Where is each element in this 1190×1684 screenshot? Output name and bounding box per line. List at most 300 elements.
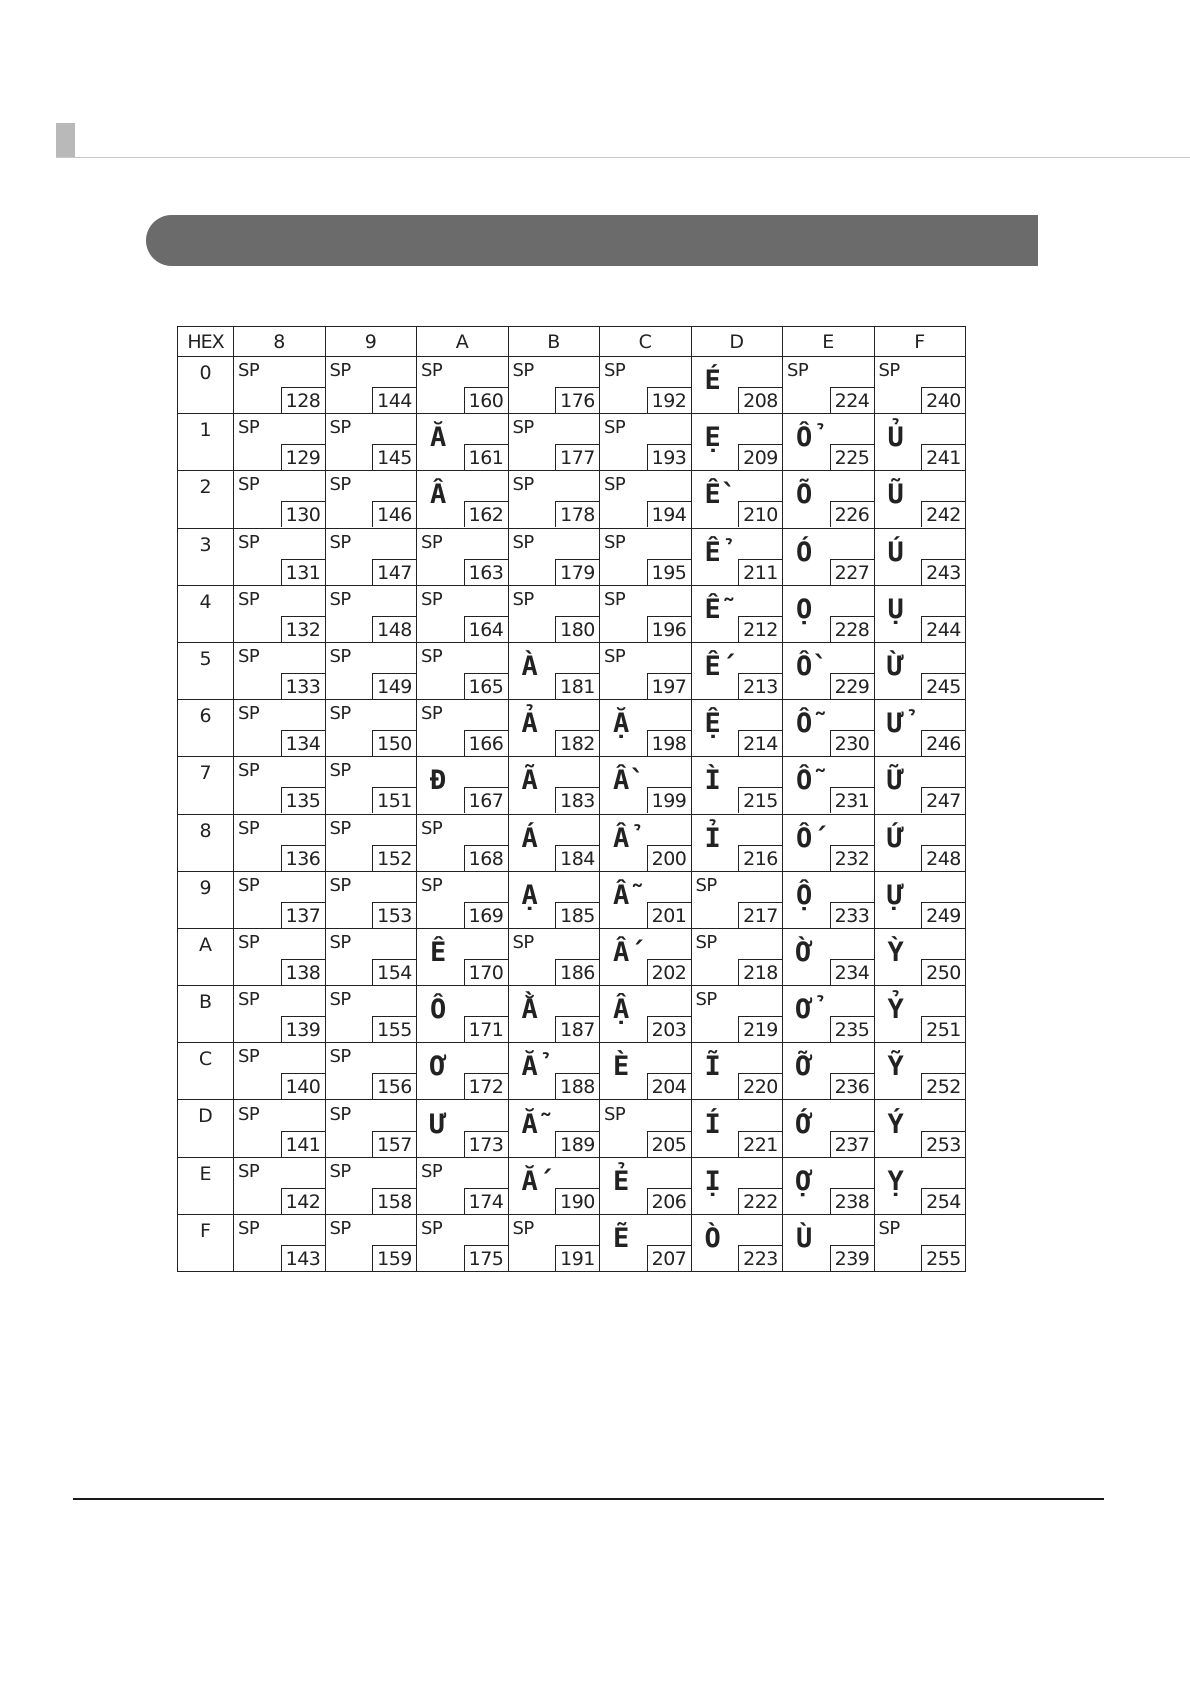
char-cell: [234, 928, 326, 985]
char-cell: [691, 642, 783, 699]
decimal-code: 167: [464, 787, 508, 813]
table-row: [178, 471, 966, 528]
character-glyph: Ố: [796, 822, 813, 854]
decimal-code: 187: [555, 1016, 599, 1042]
character-glyph: Ề: [704, 479, 721, 511]
character-glyph: Ạ: [521, 879, 538, 911]
char-cell: [600, 871, 692, 928]
row-hex-label: D: [178, 1100, 234, 1157]
char-cell: [600, 642, 692, 699]
decimal-code: 242: [921, 501, 965, 527]
character-glyph: Ủ: [887, 422, 904, 454]
space-label: SP: [512, 360, 534, 382]
space-label: SP: [329, 588, 351, 610]
decimal-code: 157: [372, 1131, 416, 1157]
table-row: [178, 1100, 966, 1157]
decimal-code: 239: [830, 1245, 874, 1271]
space-label: SP: [238, 817, 260, 839]
character-glyph: Ồ: [796, 651, 813, 683]
space-label: SP: [238, 1103, 260, 1125]
character-glyph: Ế: [704, 651, 721, 683]
row-hex-label: C: [178, 1043, 234, 1100]
character-glyph: Á: [521, 822, 538, 854]
table-row: [178, 1214, 966, 1271]
char-cell: [234, 986, 326, 1043]
decimal-code: 211: [738, 559, 782, 585]
decimal-code: 206: [647, 1188, 691, 1214]
char-cell: [234, 1157, 326, 1214]
space-label: SP: [787, 360, 809, 382]
char-cell: [508, 642, 600, 699]
space-label: SP: [695, 874, 717, 896]
decimal-code: 246: [921, 730, 965, 756]
char-cell: [325, 585, 417, 642]
decimal-code: 140: [281, 1073, 325, 1099]
character-glyph: Ò: [704, 1222, 721, 1254]
table-row: [178, 757, 966, 814]
character-glyph: Ý: [887, 1108, 904, 1140]
decimal-code: 233: [830, 902, 874, 928]
decimal-code: 213: [738, 673, 782, 699]
space-label: SP: [878, 1217, 900, 1239]
character-glyph: Ỷ: [887, 994, 904, 1026]
decimal-code: 241: [921, 444, 965, 470]
char-cell: [508, 357, 600, 414]
space-label: SP: [329, 1217, 351, 1239]
char-cell: [417, 414, 509, 471]
decimal-code: 192: [647, 387, 691, 413]
decimal-code: 191: [555, 1245, 599, 1271]
char-cell: [417, 585, 509, 642]
space-label: SP: [421, 874, 443, 896]
space-label: SP: [329, 1046, 351, 1068]
row-hex-label: F: [178, 1214, 234, 1271]
char-cell: [874, 471, 966, 528]
char-cell: [325, 1214, 417, 1271]
decimal-code: 129: [281, 444, 325, 470]
character-code-table: [177, 326, 966, 1272]
char-cell: [417, 1100, 509, 1157]
decimal-code: 155: [372, 1016, 416, 1042]
decimal-code: 237: [830, 1131, 874, 1157]
decimal-code: 251: [921, 1016, 965, 1042]
character-glyph: Ẹ: [704, 422, 721, 454]
decimal-code: 135: [281, 787, 325, 813]
decimal-code: 154: [372, 959, 416, 985]
char-cell: [874, 757, 966, 814]
decimal-code: 176: [555, 387, 599, 413]
char-cell: [874, 814, 966, 871]
decimal-code: 160: [464, 387, 508, 413]
char-cell: [600, 1100, 692, 1157]
space-label: SP: [238, 588, 260, 610]
char-cell: [600, 585, 692, 642]
character-glyph: Ă: [430, 422, 447, 454]
character-glyph: Ớ: [796, 1108, 813, 1140]
char-cell: [874, 1214, 966, 1271]
char-cell: [874, 528, 966, 585]
decimal-code: 249: [921, 902, 965, 928]
space-label: SP: [512, 931, 534, 953]
char-cell: [325, 871, 417, 928]
space-label: SP: [421, 703, 443, 725]
space-label: SP: [329, 531, 351, 553]
character-glyph: Ỹ: [887, 1051, 904, 1083]
char-cell: [417, 814, 509, 871]
space-label: SP: [238, 474, 260, 496]
decimal-code: 238: [830, 1188, 874, 1214]
row-hex-label: 7: [178, 757, 234, 814]
decimal-code: 132: [281, 616, 325, 642]
decimal-code: 243: [921, 559, 965, 585]
decimal-code: 183: [555, 787, 599, 813]
space-label: SP: [878, 360, 900, 382]
char-cell: [874, 928, 966, 985]
character-glyph: Ư: [430, 1108, 447, 1140]
character-glyph: Ễ: [704, 593, 721, 625]
decimal-code: 252: [921, 1073, 965, 1099]
char-cell: [325, 528, 417, 585]
decimal-code: 182: [555, 730, 599, 756]
decimal-code: 147: [372, 559, 416, 585]
char-cell: [783, 814, 875, 871]
char-cell: [234, 1214, 326, 1271]
decimal-code: 223: [738, 1245, 782, 1271]
character-glyph: Ã: [521, 765, 538, 797]
section-title-bar: [146, 215, 1038, 266]
table-row: [178, 986, 966, 1043]
space-label: SP: [238, 989, 260, 1011]
table-row: [178, 871, 966, 928]
space-label: SP: [238, 1046, 260, 1068]
char-cell: [325, 1100, 417, 1157]
char-cell: [600, 814, 692, 871]
space-label: SP: [421, 1160, 443, 1182]
character-glyph: Ĩ: [704, 1051, 721, 1083]
character-glyph: Ó: [796, 536, 813, 568]
char-cell: [600, 1043, 692, 1100]
char-cell: [691, 814, 783, 871]
char-cell: [234, 414, 326, 471]
space-label: SP: [421, 360, 443, 382]
character-glyph: Ệ: [704, 708, 721, 740]
table-row: [178, 642, 966, 699]
character-glyph: Ự: [887, 879, 904, 911]
space-label: SP: [329, 703, 351, 725]
char-cell: [783, 585, 875, 642]
decimal-code: 236: [830, 1073, 874, 1099]
char-cell: [325, 928, 417, 985]
decimal-code: 185: [555, 902, 599, 928]
char-cell: [234, 1100, 326, 1157]
space-label: SP: [512, 417, 534, 439]
character-glyph: Ẽ: [613, 1222, 630, 1254]
column-header: B: [508, 327, 600, 357]
column-header: D: [691, 327, 783, 357]
char-cell: [508, 700, 600, 757]
row-hex-label: 1: [178, 414, 234, 471]
decimal-code: 131: [281, 559, 325, 585]
space-label: SP: [695, 931, 717, 953]
decimal-code: 190: [555, 1188, 599, 1214]
space-label: SP: [238, 360, 260, 382]
table-row: [178, 928, 966, 985]
char-cell: [508, 757, 600, 814]
table-row: [178, 1043, 966, 1100]
table-row: [178, 528, 966, 585]
char-cell: [783, 1214, 875, 1271]
char-cell: [417, 871, 509, 928]
decimal-code: 168: [464, 845, 508, 871]
char-cell: [508, 1100, 600, 1157]
char-cell: [234, 871, 326, 928]
char-cell: [691, 757, 783, 814]
decimal-code: 130: [281, 501, 325, 527]
char-cell: [600, 986, 692, 1043]
space-label: SP: [421, 588, 443, 610]
char-cell: [600, 414, 692, 471]
table-header-row: [178, 327, 966, 357]
decimal-code: 142: [281, 1188, 325, 1214]
decimal-code: 212: [738, 616, 782, 642]
decimal-code: 235: [830, 1016, 874, 1042]
decimal-code: 153: [372, 902, 416, 928]
row-hex-label: B: [178, 986, 234, 1043]
row-hex-label: 3: [178, 528, 234, 585]
char-cell: [874, 642, 966, 699]
decimal-code: 165: [464, 673, 508, 699]
character-glyph: Ừ: [887, 651, 904, 683]
char-cell: [417, 642, 509, 699]
column-header: A: [417, 327, 509, 357]
decimal-code: 188: [555, 1073, 599, 1099]
character-glyph: Ổ: [796, 422, 813, 454]
space-label: SP: [604, 588, 626, 610]
character-glyph: Ầ: [613, 765, 630, 797]
char-cell: [234, 357, 326, 414]
space-label: SP: [512, 474, 534, 496]
char-cell: [325, 357, 417, 414]
space-label: SP: [238, 874, 260, 896]
column-header: F: [874, 327, 966, 357]
decimal-code: 136: [281, 845, 325, 871]
decimal-code: 194: [647, 501, 691, 527]
char-cell: [417, 357, 509, 414]
space-label: SP: [329, 417, 351, 439]
decimal-code: 221: [738, 1131, 782, 1157]
decimal-code: 195: [647, 559, 691, 585]
char-cell: [600, 528, 692, 585]
char-cell: [783, 1157, 875, 1214]
decimal-code: 232: [830, 845, 874, 871]
space-label: SP: [238, 760, 260, 782]
decimal-code: 244: [921, 616, 965, 642]
char-cell: [508, 1043, 600, 1100]
row-hex-label: 9: [178, 871, 234, 928]
character-glyph: Â: [430, 479, 447, 511]
character-glyph: Ù: [796, 1222, 813, 1254]
table-row: [178, 414, 966, 471]
space-label: SP: [238, 417, 260, 439]
char-cell: [325, 986, 417, 1043]
decimal-code: 162: [464, 501, 508, 527]
character-glyph: Ẳ: [521, 1051, 538, 1083]
char-cell: [691, 928, 783, 985]
decimal-code: 152: [372, 845, 416, 871]
char-cell: [234, 1043, 326, 1100]
char-cell: [691, 986, 783, 1043]
char-cell: [783, 1100, 875, 1157]
decimal-code: 245: [921, 673, 965, 699]
character-glyph: Ỗ: [796, 708, 813, 740]
character-glyph: Ẫ: [613, 879, 630, 911]
table-row: [178, 585, 966, 642]
char-cell: [691, 357, 783, 414]
char-cell: [234, 528, 326, 585]
char-cell: [234, 757, 326, 814]
char-cell: [691, 528, 783, 585]
char-cell: [417, 757, 509, 814]
space-label: SP: [512, 588, 534, 610]
character-glyph: Ặ: [613, 708, 630, 740]
char-cell: [234, 700, 326, 757]
character-glyph: Ẩ: [613, 822, 630, 854]
space-label: SP: [604, 360, 626, 382]
space-label: SP: [329, 1160, 351, 1182]
character-glyph: Ứ: [887, 822, 904, 854]
char-cell: [874, 986, 966, 1043]
char-cell: [325, 471, 417, 528]
decimal-code: 193: [647, 444, 691, 470]
row-hex-label: 2: [178, 471, 234, 528]
decimal-code: 231: [830, 787, 874, 813]
decimal-code: 175: [464, 1245, 508, 1271]
character-glyph: Ê: [430, 936, 447, 968]
char-cell: [783, 642, 875, 699]
decimal-code: 250: [921, 959, 965, 985]
decimal-code: 230: [830, 730, 874, 756]
character-glyph: Ờ: [796, 936, 813, 968]
decimal-code: 149: [372, 673, 416, 699]
character-glyph: Ắ: [521, 1165, 538, 1197]
char-cell: [783, 871, 875, 928]
decimal-code: 197: [647, 673, 691, 699]
char-cell: [691, 871, 783, 928]
char-cell: [508, 871, 600, 928]
decimal-code: 255: [921, 1245, 965, 1271]
char-cell: [325, 414, 417, 471]
character-glyph: Ì: [704, 765, 721, 797]
decimal-code: 173: [464, 1131, 508, 1157]
decimal-code: 166: [464, 730, 508, 756]
char-cell: [874, 414, 966, 471]
character-glyph: Ể: [704, 536, 721, 568]
decimal-code: 181: [555, 673, 599, 699]
char-cell: [600, 700, 692, 757]
char-cell: [783, 928, 875, 985]
decimal-code: 172: [464, 1073, 508, 1099]
character-glyph: Ộ: [796, 879, 813, 911]
space-label: SP: [695, 989, 717, 1011]
char-cell: [417, 986, 509, 1043]
decimal-code: 228: [830, 616, 874, 642]
space-label: SP: [329, 931, 351, 953]
decimal-code: 133: [281, 673, 325, 699]
space-label: SP: [421, 1217, 443, 1239]
char-cell: [783, 700, 875, 757]
char-cell: [874, 871, 966, 928]
decimal-code: 198: [647, 730, 691, 756]
row-hex-label: 6: [178, 700, 234, 757]
char-cell: [234, 642, 326, 699]
char-cell: [508, 414, 600, 471]
char-cell: [417, 1043, 509, 1100]
decimal-code: 208: [738, 387, 782, 413]
char-cell: [234, 585, 326, 642]
table-row: [178, 357, 966, 414]
decimal-code: 196: [647, 616, 691, 642]
decimal-code: 169: [464, 902, 508, 928]
space-label: SP: [512, 1217, 534, 1239]
char-cell: [691, 1214, 783, 1271]
char-cell: [508, 528, 600, 585]
decimal-code: 161: [464, 444, 508, 470]
decimal-code: 207: [647, 1245, 691, 1271]
decimal-code: 178: [555, 501, 599, 527]
character-glyph: É: [704, 365, 721, 397]
decimal-code: 240: [921, 387, 965, 413]
space-label: SP: [238, 931, 260, 953]
decimal-code: 184: [555, 845, 599, 871]
char-cell: [325, 1043, 417, 1100]
decimal-code: 163: [464, 559, 508, 585]
decimal-code: 205: [647, 1131, 691, 1157]
row-hex-label: 5: [178, 642, 234, 699]
char-cell: [691, 1043, 783, 1100]
space-label: SP: [512, 531, 534, 553]
decimal-code: 202: [647, 959, 691, 985]
footer-rule: [73, 1498, 1104, 1500]
char-cell: [325, 700, 417, 757]
char-cell: [508, 1157, 600, 1214]
char-cell: [600, 928, 692, 985]
row-hex-label: 8: [178, 814, 234, 871]
character-glyph: Ở: [796, 994, 813, 1026]
char-cell: [783, 986, 875, 1043]
char-cell: [874, 357, 966, 414]
table-row: [178, 814, 966, 871]
char-cell: [234, 814, 326, 871]
space-label: SP: [329, 989, 351, 1011]
header-rule: [56, 157, 1190, 158]
char-cell: [600, 471, 692, 528]
character-glyph: Ậ: [613, 994, 630, 1026]
char-cell: [691, 414, 783, 471]
decimal-code: 177: [555, 444, 599, 470]
decimal-code: 220: [738, 1073, 782, 1099]
char-cell: [783, 414, 875, 471]
space-label: SP: [329, 474, 351, 496]
character-glyph: Ỵ: [887, 1165, 904, 1197]
space-label: SP: [329, 817, 351, 839]
decimal-code: 138: [281, 959, 325, 985]
decimal-code: 179: [555, 559, 599, 585]
char-cell: [783, 757, 875, 814]
char-cell: [417, 528, 509, 585]
character-glyph: Ỡ: [796, 1051, 813, 1083]
character-glyph: Ụ: [887, 593, 904, 625]
character-glyph: Ả: [521, 708, 538, 740]
